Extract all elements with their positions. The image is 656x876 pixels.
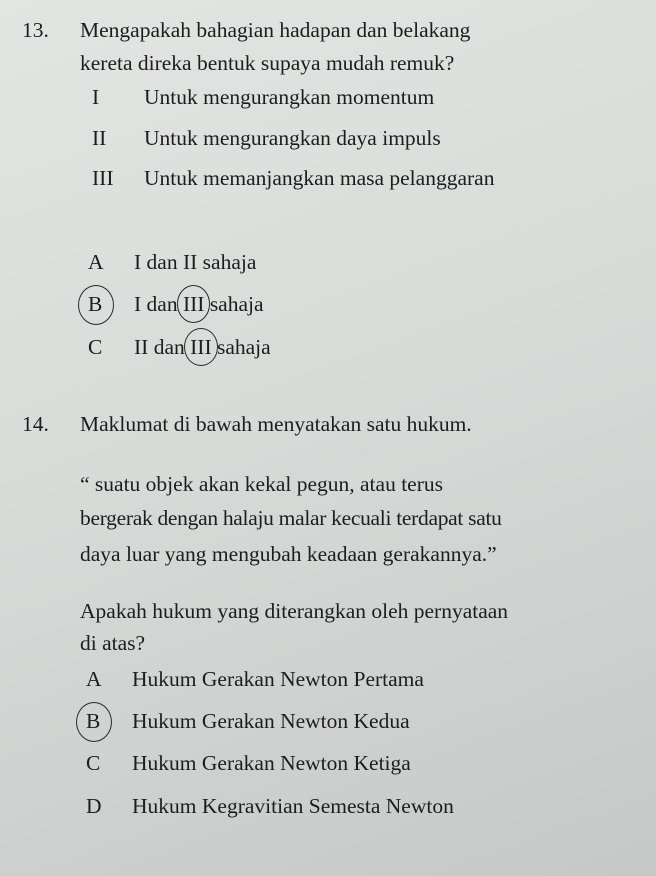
q14-option-a-letter: A bbox=[86, 667, 102, 691]
law-quote-line-2: bergerak dengan halaju malar kecuali terdapat satu bbox=[80, 506, 502, 530]
q13-option-c-letter: C bbox=[88, 335, 103, 359]
question-13-stem-line-2: kereta direka bentuk supaya mudah remuk? bbox=[80, 51, 455, 75]
statement-iii-text: Untuk memanjangkan masa pelanggaran bbox=[144, 166, 495, 190]
q13-option-b[interactable] bbox=[88, 294, 264, 316]
statement-iii bbox=[92, 168, 494, 190]
q14-option-b-letter: B bbox=[86, 711, 132, 733]
q13-option-b-letter: B bbox=[88, 294, 134, 316]
law-quote-line-1: “ suatu objek akan kekal pegun, atau terus bbox=[80, 472, 443, 496]
q13-option-a[interactable] bbox=[88, 252, 256, 274]
statement-ii-numeral: II bbox=[92, 126, 107, 150]
statement-i-numeral: I bbox=[92, 85, 100, 109]
question-13-number: 13. bbox=[22, 18, 49, 42]
q14-option-d[interactable] bbox=[86, 796, 454, 818]
question-14-stem: Maklumat di bawah menyatakan satu hukum. bbox=[80, 412, 472, 436]
q14-option-a[interactable] bbox=[86, 669, 424, 691]
q13-option-b-text-pre: I dan bbox=[134, 292, 183, 316]
q13-option-c-text-mid: III bbox=[190, 335, 212, 359]
q14-option-d-text: Hukum Kegravitian Semesta Newton bbox=[132, 794, 454, 818]
statement-ii-text: Untuk mengurangkan daya impuls bbox=[144, 126, 441, 150]
q14-option-c-letter: C bbox=[86, 751, 101, 775]
q14-option-c[interactable] bbox=[86, 753, 411, 775]
law-quote-line-3: daya luar yang mengubah keadaan gerakannya.” bbox=[80, 542, 497, 566]
q13-option-b-text-mid: III bbox=[182, 292, 205, 316]
q14-option-a-text: Hukum Gerakan Newton Pertama bbox=[132, 667, 424, 691]
q13-option-a-text-pre: I dan bbox=[134, 250, 183, 274]
statement-i-text: Untuk mengurangkan momentum bbox=[144, 85, 435, 109]
q13-option-c-text-pre: II dan bbox=[134, 335, 191, 359]
question-14-number: 14. bbox=[22, 412, 49, 436]
q13-option-a-text-post: sahaja bbox=[197, 250, 257, 274]
statement-iii-numeral: III bbox=[92, 166, 114, 190]
q13-option-c-text-post: sahaja bbox=[211, 335, 271, 359]
question-14-prompt-line-2: di atas? bbox=[80, 631, 146, 655]
q13-option-c[interactable] bbox=[88, 337, 271, 359]
statement-i bbox=[92, 87, 434, 109]
q13-option-b-text-post: sahaja bbox=[204, 292, 264, 316]
statement-ii bbox=[92, 128, 441, 150]
q14-option-c-text: Hukum Gerakan Newton Ketiga bbox=[132, 751, 411, 775]
q14-option-b-text: Hukum Gerakan Newton Kedua bbox=[132, 709, 410, 733]
q13-option-a-text-mid: II bbox=[182, 250, 198, 274]
q14-option-d-letter: D bbox=[86, 794, 102, 818]
q13-option-a-letter: A bbox=[88, 250, 104, 274]
q14-option-b[interactable] bbox=[86, 711, 410, 733]
question-13-stem-line-1: Mengapakah bahagian hadapan dan belakang bbox=[80, 18, 471, 42]
question-14-prompt-line-1: Apakah hukum yang diterangkan oleh pernyataan bbox=[80, 599, 509, 623]
